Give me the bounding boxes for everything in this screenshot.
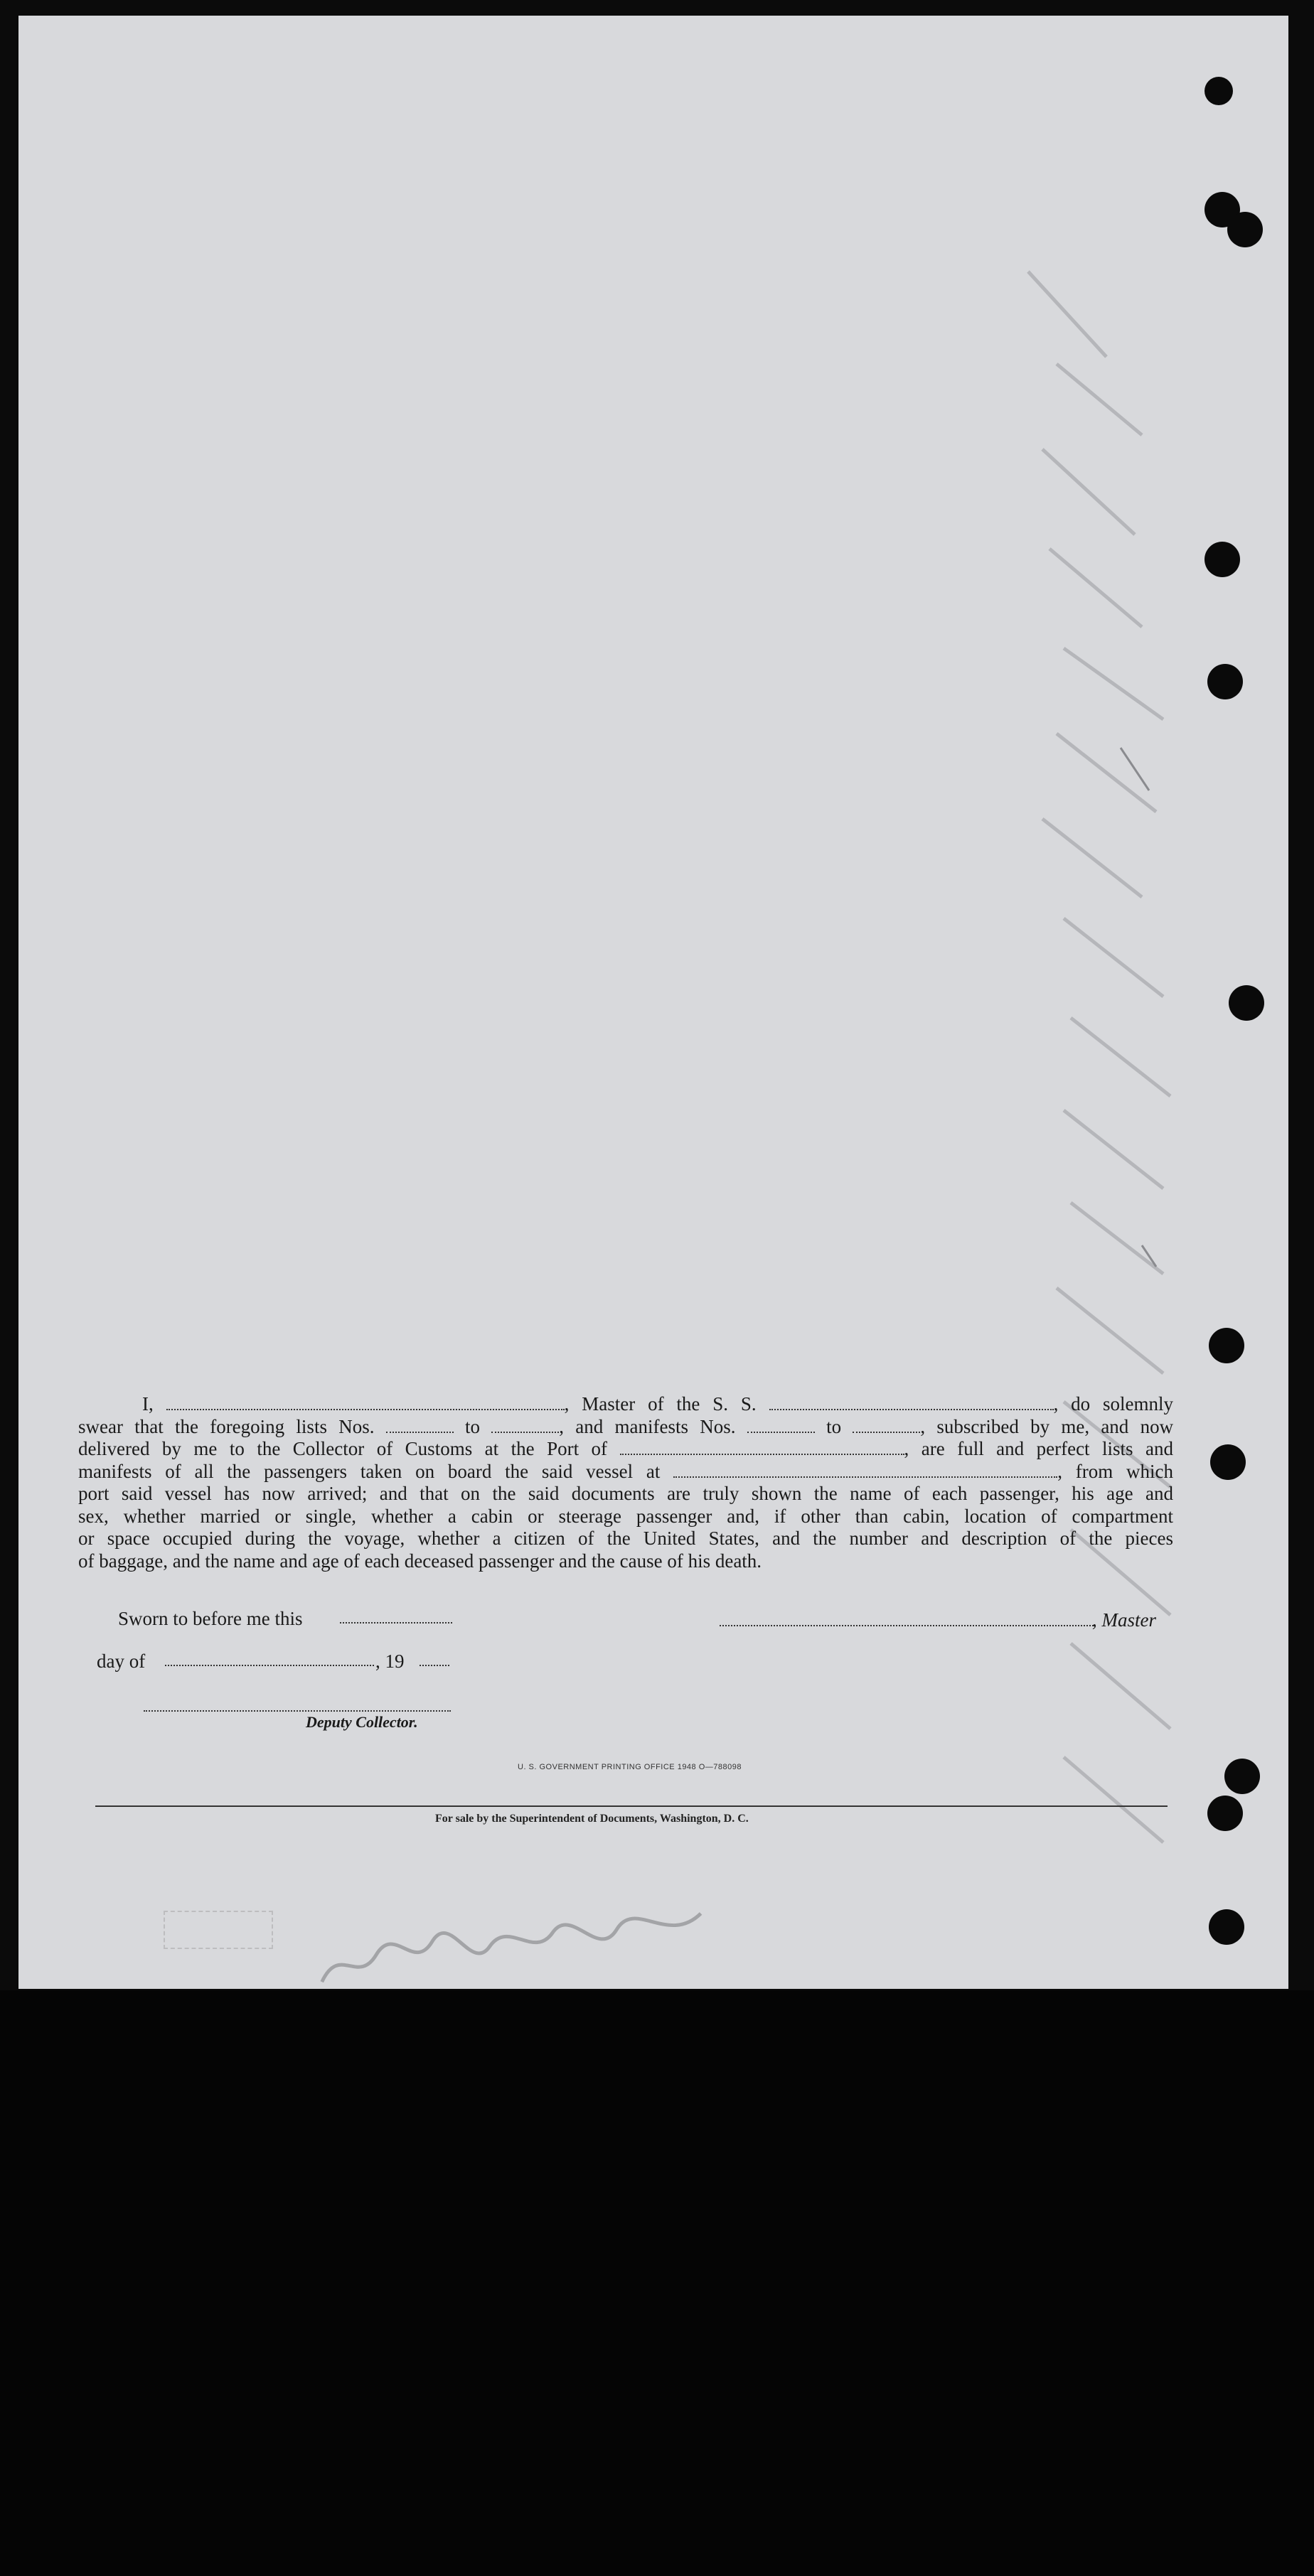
sale-note: For sale by the Superintendent of Documents, Washington, D. C. xyxy=(435,1813,749,1825)
scan-background xyxy=(0,1990,1314,2576)
oath-text: , do solemnly xyxy=(1053,1393,1174,1415)
punch-hole xyxy=(1229,985,1264,1021)
oath-paragraph xyxy=(78,1393,1173,1572)
sworn-label: Sworn to before me this xyxy=(118,1608,303,1629)
sworn-date-blank xyxy=(340,1622,452,1624)
oath-text: of baggage, and the name and age of each deceased passenger and the cause of his death. xyxy=(78,1550,762,1572)
port-blank xyxy=(620,1441,904,1455)
oath-text: to xyxy=(465,1415,481,1437)
oath-text: swear that the foregoing lists Nos. xyxy=(78,1415,375,1437)
punch-hole xyxy=(1227,212,1263,247)
day-of-blank xyxy=(165,1665,374,1666)
footer-rule xyxy=(95,1805,1168,1807)
master-signature-blank xyxy=(720,1625,1094,1626)
oath-text: , Master of the S. S. xyxy=(564,1393,757,1415)
punch-hole xyxy=(1210,1444,1246,1480)
year-blank xyxy=(420,1665,449,1666)
punch-hole xyxy=(1204,77,1233,105)
printing-office-note: U. S. GOVERNMENT PRINTING OFFICE 1948 O—788098 xyxy=(518,1763,742,1771)
list-from-blank xyxy=(386,1419,454,1433)
manifest-to-blank xyxy=(853,1419,920,1433)
oath-text: , subscribed by me, and now xyxy=(920,1415,1174,1437)
oath-text: I, xyxy=(142,1393,154,1415)
oath-text: sex, whether married or single, whether a cabin or steerage passenger and, if other than cabin, location of compartment xyxy=(78,1505,1173,1527)
punch-hole xyxy=(1207,1796,1243,1831)
master-label: , Master xyxy=(1092,1609,1156,1631)
oath-text: port said vessel has now arrived; and that on the said documents are truly shown the name of each passenger, his age and xyxy=(78,1483,1173,1504)
oath-text: , from which xyxy=(1057,1460,1174,1482)
punch-hole xyxy=(1209,1909,1244,1945)
manifest-from-blank xyxy=(747,1419,815,1433)
deputy-signature-blank xyxy=(144,1710,451,1712)
name-blank xyxy=(166,1396,565,1410)
oath-text: , are full and perfect lists and xyxy=(904,1438,1173,1459)
deputy-collector-label: Deputy Collector. xyxy=(306,1713,418,1731)
punch-hole xyxy=(1207,664,1243,699)
manifest-page xyxy=(18,16,1288,1989)
punch-hole xyxy=(1224,1759,1260,1794)
bleed-through-ticks xyxy=(1000,250,1185,1956)
vessel-port-blank xyxy=(673,1464,1057,1478)
oath-text: or space occupied during the voyage, whether a citizen of the United States, and the number and description of the pieces xyxy=(78,1528,1173,1549)
ship-blank xyxy=(769,1396,1054,1410)
day-of-label: day of xyxy=(97,1651,146,1672)
oath-text: , and manifests Nos. xyxy=(559,1415,736,1437)
faint-stamp xyxy=(164,1911,273,1949)
punch-hole xyxy=(1204,542,1240,577)
oath-text: manifests of all the passengers taken on board the said vessel at xyxy=(78,1460,661,1482)
punch-hole xyxy=(1209,1328,1244,1363)
oath-text: delivered by me to the Collector of Customs at the Port of xyxy=(78,1438,608,1459)
oath-text: to xyxy=(826,1415,842,1437)
list-to-blank xyxy=(491,1419,559,1433)
year-label: , 19 xyxy=(375,1651,405,1672)
